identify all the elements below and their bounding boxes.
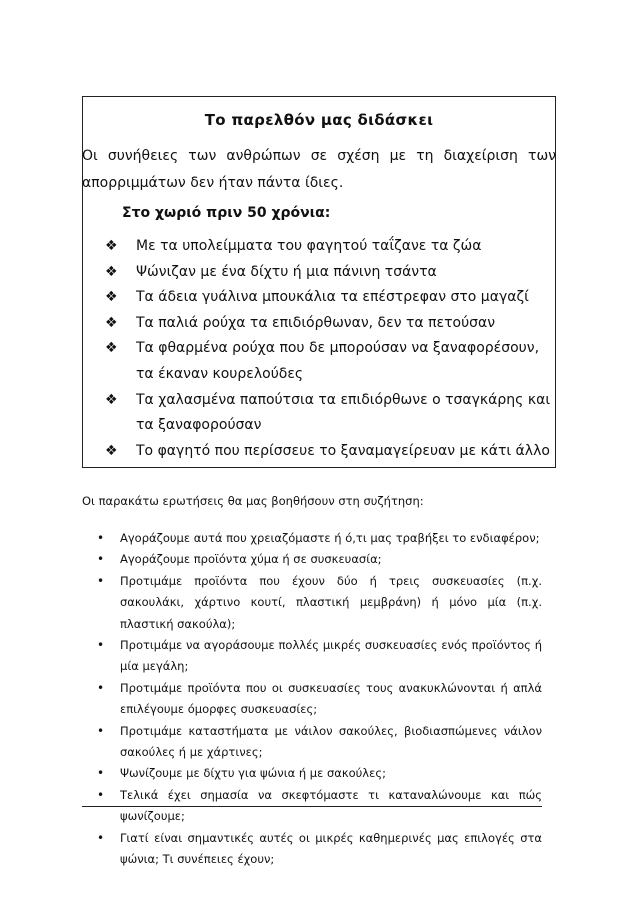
question-text: Προτιμάμε προϊόντα που έχουν δύο ή τρεις συσκευασίες (π.χ. σακουλάκι, χάρτινο κουτί, πλαστική μεμβράνη) ή μόνο μία (π.χ. πλαστική σακούλα); xyxy=(120,573,542,631)
diamond-bullet-icon: ❖ xyxy=(105,289,118,306)
round-bullet-icon: • xyxy=(97,531,105,545)
diamond-bullet-icon: ❖ xyxy=(105,340,118,357)
question-item xyxy=(92,763,542,784)
diamond-bullet-icon: ❖ xyxy=(105,314,118,331)
list-item-text: Το φαγητό που περίσσευε το ξαναμαγείρευαν με κάτι άλλο xyxy=(136,442,550,459)
question-item xyxy=(92,571,542,635)
list-item xyxy=(104,336,554,387)
questions-intro: Οι παρακάτω ερωτήσεις θα μας βοηθήσουν στη συζήτηση: xyxy=(82,494,424,508)
question-text: Προτιμάμε προϊόντα που οι συσκευασίες τους ανακυκλώνονται ή απλά επιλέγουμε όμορφες συσκευασίες; xyxy=(120,680,542,717)
past-habits-list xyxy=(104,234,554,464)
question-text: Τελικά έχει σημασία να σκεφτόμαστε τι καταναλώνουμε και πώς ψωνίζουμε; xyxy=(120,787,542,824)
question-text: Προτιμάμε καταστήματα με νάιλον σακούλες, βιοδιασπώμενες νάιλον σακούλες ή με χάρτινες; xyxy=(120,723,542,760)
round-bullet-icon: • xyxy=(97,830,105,845)
list-item-text: Τα παλιά ρούχα τα επιδιόρθωναν, δεν τα πετούσαν xyxy=(136,314,496,331)
round-bullet-icon: • xyxy=(97,573,105,588)
questions-list xyxy=(92,528,542,871)
question-text: Αγοράζουμε αυτά που χρειαζόμαστε ή ό,τι μας τραβήξει το ενδιαφέρον; xyxy=(120,531,540,545)
list-item xyxy=(104,234,554,260)
diamond-bullet-icon: ❖ xyxy=(105,442,118,459)
list-item xyxy=(104,388,554,439)
question-item xyxy=(92,678,542,721)
question-text: Ψωνίζουμε με δίχτυ για ψώνια ή με σακούλες; xyxy=(120,766,386,781)
diamond-bullet-icon: ❖ xyxy=(105,263,118,280)
question-item xyxy=(92,549,542,570)
question-item xyxy=(92,721,542,764)
list-item-text: Τα φθαρμένα ρούχα που δε μπορούσαν να ξαναφορέσουν, τα έκαναν κουρελούδες xyxy=(136,340,540,382)
box-subheading: Στο χωριό πριν 50 χρόνια: xyxy=(122,205,331,221)
round-bullet-icon: • xyxy=(97,723,105,738)
list-item xyxy=(104,285,554,311)
question-text: Γιατί είναι σημαντικές αυτές οι μικρές καθημερινές μας επιλογές στα ψώνια; Τι συνέπειες έχουν; xyxy=(120,830,542,867)
question-item xyxy=(92,635,542,678)
diamond-bullet-icon: ❖ xyxy=(105,391,118,408)
bottom-divider xyxy=(82,806,542,807)
round-bullet-icon: • xyxy=(97,638,105,653)
list-item xyxy=(104,260,554,286)
list-item-text: Με τα υπολείμματα του φαγητού ταΐζανε τα ζώα xyxy=(136,238,482,254)
round-bullet-icon: • xyxy=(97,766,105,781)
round-bullet-icon: • xyxy=(97,787,105,802)
list-item-text: Τα άδεια γυάλινα μπουκάλια τα επέστρεφαν στο μαγαζί xyxy=(136,289,529,306)
round-bullet-icon: • xyxy=(97,552,105,567)
diamond-bullet-icon: ❖ xyxy=(105,238,118,254)
box-title: Το παρελθόν μας διδάσκει xyxy=(204,111,434,129)
list-item-text: Ψώνιζαν με ένα δίχτυ ή μια πάνινη τσάντα xyxy=(136,263,437,280)
question-item xyxy=(92,528,542,549)
list-item xyxy=(104,311,554,337)
list-item-text: Τα χαλασμένα παπούτσια τα επιδιόρθωνε ο τσαγκάρης και τα ξαναφορούσαν xyxy=(136,391,551,434)
round-bullet-icon: • xyxy=(97,680,105,695)
question-text: Αγοράζουμε προϊόντα χύμα ή σε συσκευασία; xyxy=(120,552,382,567)
question-text: Προτιμάμε να αγοράσουμε πολλές μικρές συσκευασίες ενός προϊόντος ή μία μεγάλη; xyxy=(120,638,542,674)
box-intro: Οι συνήθειες των ανθρώπων σε σχέση με τη διαχείριση των απορριμμάτων δεν ήταν πάντα ίδιες. xyxy=(82,148,556,191)
list-item xyxy=(104,439,554,465)
question-item xyxy=(92,828,542,871)
